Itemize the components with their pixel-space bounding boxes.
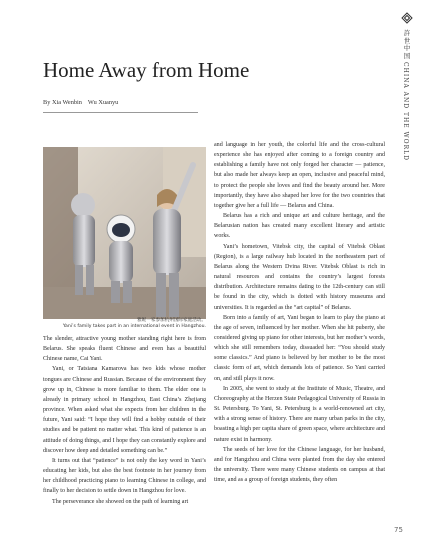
body-column-right [214, 140, 385, 485]
body-paragraph: and language in her youth, the colorful life and the cross-cultural experience she has enjoyed after coming to a foreign country and establishing a family have not only forged her character — patience, but also made her always keep an open, inclusive and peaceful mind, to protect the people she loves and find the beauty around her. More importantly, they have also shaped her love for the two countries that together give her a full life — Belarus and China. [214, 142, 385, 209]
body-paragraph: Belarus has a rich and unique art and culture heritage, and the Belarusian nation has created many excellent literary and artistic works. [214, 213, 385, 240]
photo-caption-chinese: 雅妮一家参加杭州国际家庭活动。 [137, 318, 206, 323]
body-column-left [43, 334, 206, 507]
body-paragraph: The slender, attractive young mother standing right here is from Belarus. She speaks fluent Chinese and even has a beautiful Chinese name, Cai Yani. [43, 336, 206, 363]
article-title: Home Away from Home [43, 58, 250, 82]
byline-prefix: By [43, 99, 51, 106]
byline-divider [43, 112, 198, 113]
body-paragraph: In 2005, she went to study at the Institute of Music, Theatre, and Choreography at the Herzen State Pedagogical University of Russia in St. Petersburg. To Yani, St. Petersburg is a world-renowned art city, with a strong sense of history. There are many urban parks in the city, boasting a high per capita share of green space, where architecture and nature exist in harmony. [214, 385, 385, 443]
body-paragraph: Born into a family of art, Yani began to learn to play the piano at the age of seven, influenced by her mother. When she hit puberty, she considered giving up piano for other interests, but her mother’s words, which she still remembers today, dissuaded her: “You should study some classics.” And piano is believed by her mother to be the most classic form of art, which demands lots of patience. So Yani carried on, and still plays it now. [214, 314, 385, 382]
photo-caption-english: Yani’s family takes part in an international event in Hangzhou. [62, 324, 206, 329]
body-paragraph: It turns out that “patience” is not only the key word in Yani’s educating her kids, but also the best footnote in her journey from her childhood practicing piano to learning Chinese in college, and finally to her decision to settle down in Hangzhou for love. [43, 457, 206, 495]
author-name: Wu Xuanyu [87, 99, 119, 106]
body-paragraph: The seeds of her love for the Chinese language, for her husband, and for Hangzhou and China were planted from the day she entered the university. There were many Chinese students on campus at that time, and as a group of foreign students, they often [214, 446, 385, 484]
section-title-english: CHINA AND THE WORLD [402, 62, 409, 161]
author-name: Xia Wenbin [51, 99, 82, 106]
body-paragraph: Yani, or Tatsiana Kamarova has two kids whose mother tongues are Chinese and Russian. Because of the environment they grow up in, Chinese is more familiar to them. The elder one is already in primary school in Hangzhou, East China’s Zhejiang province. When asked what she expects from her children in the future, Yani said: “I hope they will find a hobby outside of their studies and be patient no matter what. This kind of patience is an attitude of doing things, and I hope they can constantly explore and discover how deep and detailed something can be.” [43, 366, 206, 454]
body-paragraph: Yani’s hometown, Vitebsk city, the capital of Vitebsk Oblast (Region), is a large railway hub located in the northeastern part of Belarus along the Western Dvina River. Vitebsk Oblast is rich in natural resources and contains the country’s largest forests distribution. Architecture remains dating to the 12th-century can still be found in the city, which is dotted with history museums and universities. It is regarded as the “art capital” of Belarus. [214, 243, 385, 311]
body-paragraph: The perseverance she showed on the path of learning art [52, 498, 189, 505]
page-number: 75 [394, 526, 403, 534]
photo-caption [43, 318, 206, 330]
magazine-logo-icon [401, 12, 413, 24]
section-title-chinese: 許 世 中 国 [403, 29, 411, 60]
byline [43, 99, 118, 106]
family-photo [43, 147, 206, 319]
